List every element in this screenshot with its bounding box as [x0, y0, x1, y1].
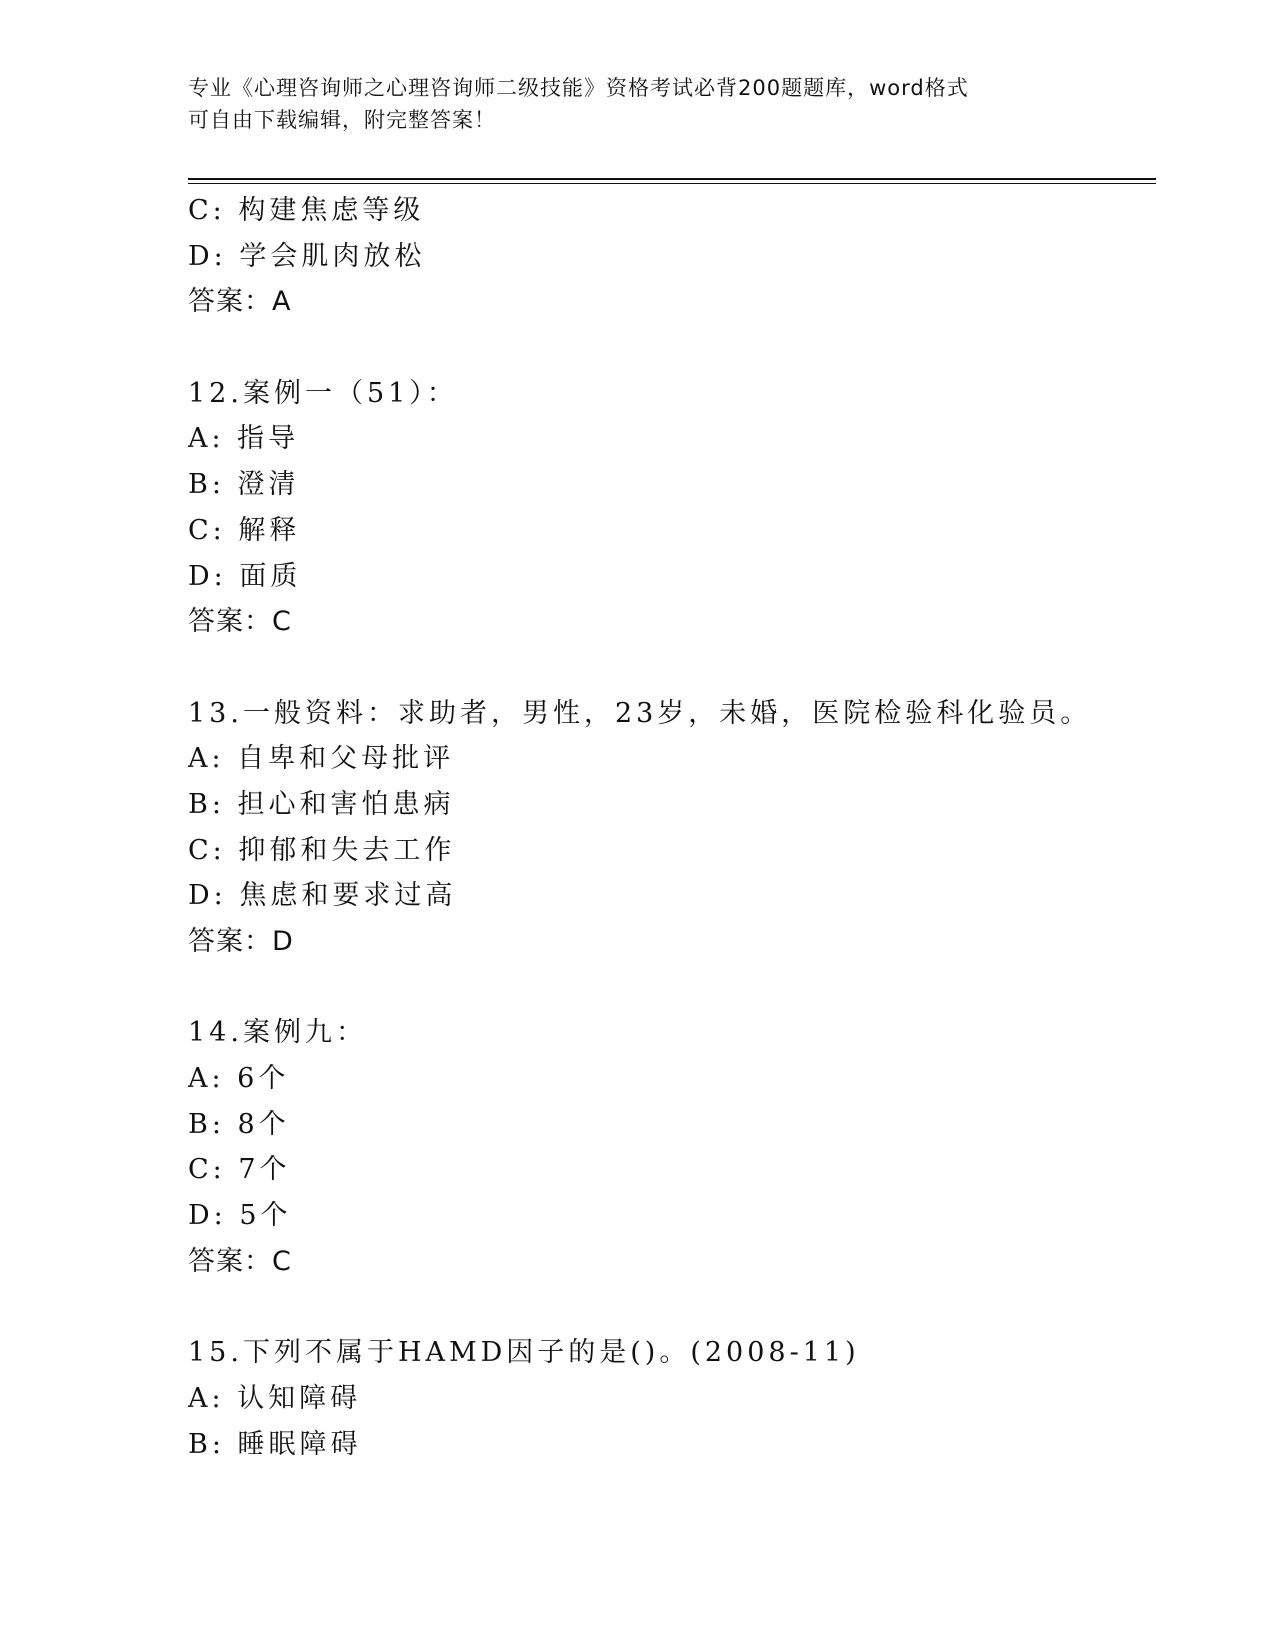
option-d: D: 5个 — [188, 1200, 292, 1232]
answer-line: 答案：C — [188, 1245, 292, 1277]
answer-line: 答案：C — [188, 606, 292, 638]
header-divider-thin — [188, 183, 1156, 184]
option-a: A: 指导 — [188, 423, 300, 455]
option-b: B: 担心和害怕患病 — [188, 788, 455, 820]
answer-line: 答案：D — [188, 926, 294, 957]
question-13 — [188, 691, 1156, 965]
header-title-line-1: 专业《心理咨询师之心理咨询师二级技能》资格考试必背200题题库，word格式 — [188, 76, 969, 100]
spacer — [188, 325, 1156, 371]
option-d: D: 面质 — [188, 560, 302, 592]
spacer — [188, 965, 1156, 1011]
question-stem: 13.一般资料：求助者，男性，23岁，未婚，医院检验科化验员。 — [188, 697, 1092, 729]
option-a: A: 认知障碍 — [188, 1382, 362, 1414]
question-11-partial — [188, 188, 1156, 325]
answer-line: 答案：A — [188, 286, 292, 318]
option-a: A: 6个 — [188, 1063, 290, 1095]
option-b: B: 8个 — [188, 1108, 290, 1140]
option-b: B: 睡眠障碍 — [188, 1428, 362, 1460]
option-c: C: 7个 — [188, 1154, 291, 1186]
question-list — [188, 188, 1156, 1467]
question-15 — [188, 1330, 1156, 1467]
question-stem: 15.下列不属于HAMD因子的是()。(2008-11) — [188, 1337, 860, 1369]
option-d: D: 学会肌肉放松 — [188, 240, 426, 272]
question-12 — [188, 371, 1156, 645]
option-d: D: 焦虑和要求过高 — [188, 880, 457, 912]
option-b: B: 澄清 — [188, 469, 300, 501]
option-c: C: 抑郁和失去工作 — [188, 834, 456, 866]
option-a: A: 自卑和父母批评 — [188, 743, 455, 775]
document-header — [188, 72, 1088, 136]
question-14 — [188, 1010, 1156, 1284]
option-c: C: 解释 — [188, 514, 301, 546]
question-stem: 12.案例一（51）： — [188, 377, 458, 409]
question-stem: 14.案例九： — [188, 1017, 367, 1049]
header-title-line-2: 可自由下载编辑，附完整答案！ — [188, 108, 496, 132]
spacer — [188, 645, 1156, 691]
spacer — [188, 1285, 1156, 1331]
header-divider-thick — [188, 178, 1156, 180]
option-c: C: 构建焦虑等级 — [188, 195, 425, 226]
